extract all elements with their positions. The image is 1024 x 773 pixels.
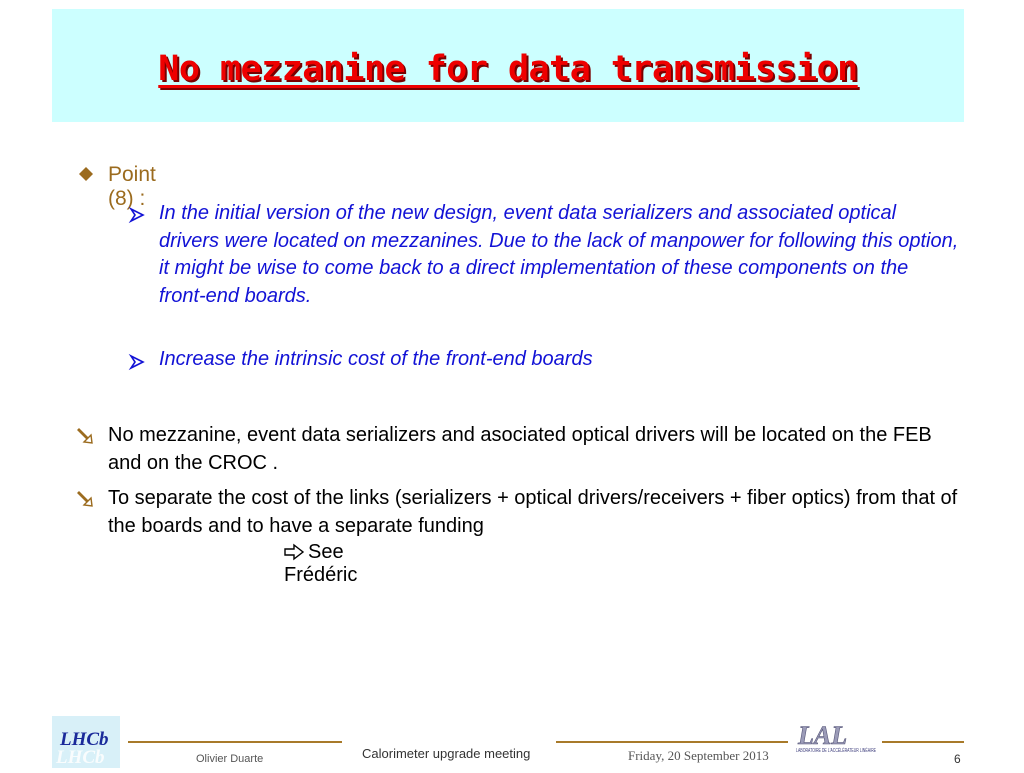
sub-bullet-1: In the initial version of the new design, event data serializers and associated optical drivers were located on mezzanines. Due to the lack of manpower for following this option, it might be wise to come back to a direct implementation of these components on the front-end boards. — [159, 202, 959, 307]
lal-logo-subtext: LABORATOIRE DE L'ACCÉLÉRATEUR LINÉAIRE — [796, 748, 914, 754]
slide-title: No mezzanine for data transmission — [158, 49, 858, 89]
footer-meeting: Calorimeter upgrade meeting — [362, 746, 531, 761]
hollow-right-arrow-icon — [284, 544, 304, 560]
sub-bullet-2: Increase the intrinsic cost of the front-end boards — [159, 348, 593, 370]
lal-logo — [792, 718, 914, 768]
point-heading: Point (8) : — [108, 163, 156, 210]
footer-rule-right — [882, 741, 964, 743]
svg-text:LHCb: LHCb — [56, 747, 105, 768]
lal-logo-text: LAL — [798, 721, 848, 750]
footer-date: Friday, 20 September 2013 — [628, 748, 769, 763]
main-bullet-2: To separate the cost of the links (serializers + optical drivers/receivers + fiber optics) from that of the boards and to have a separate funding — [108, 487, 958, 537]
diamond-icon — [79, 167, 93, 181]
see-note — [284, 541, 357, 587]
lhcb-logo — [52, 716, 120, 768]
lhcb-logo-text: LHCb — [60, 729, 109, 750]
title-band — [52, 9, 964, 122]
hollow-arrow-icon — [76, 427, 94, 445]
main-bullet-1: No mezzanine, event data serializers and asociated optical drivers will be located on the FEB and on the CROC . — [108, 424, 932, 474]
footer-author: Olivier Duarte — [196, 753, 264, 765]
footer-rule-left — [128, 741, 342, 743]
arrowhead-icon — [130, 355, 144, 369]
arrowhead-icon — [130, 208, 144, 222]
footer-rule-mid — [556, 741, 788, 743]
hollow-arrow-icon — [76, 490, 94, 508]
see-note-text: See Frédéric — [284, 541, 358, 586]
footer-page-number: 6 — [954, 752, 961, 766]
